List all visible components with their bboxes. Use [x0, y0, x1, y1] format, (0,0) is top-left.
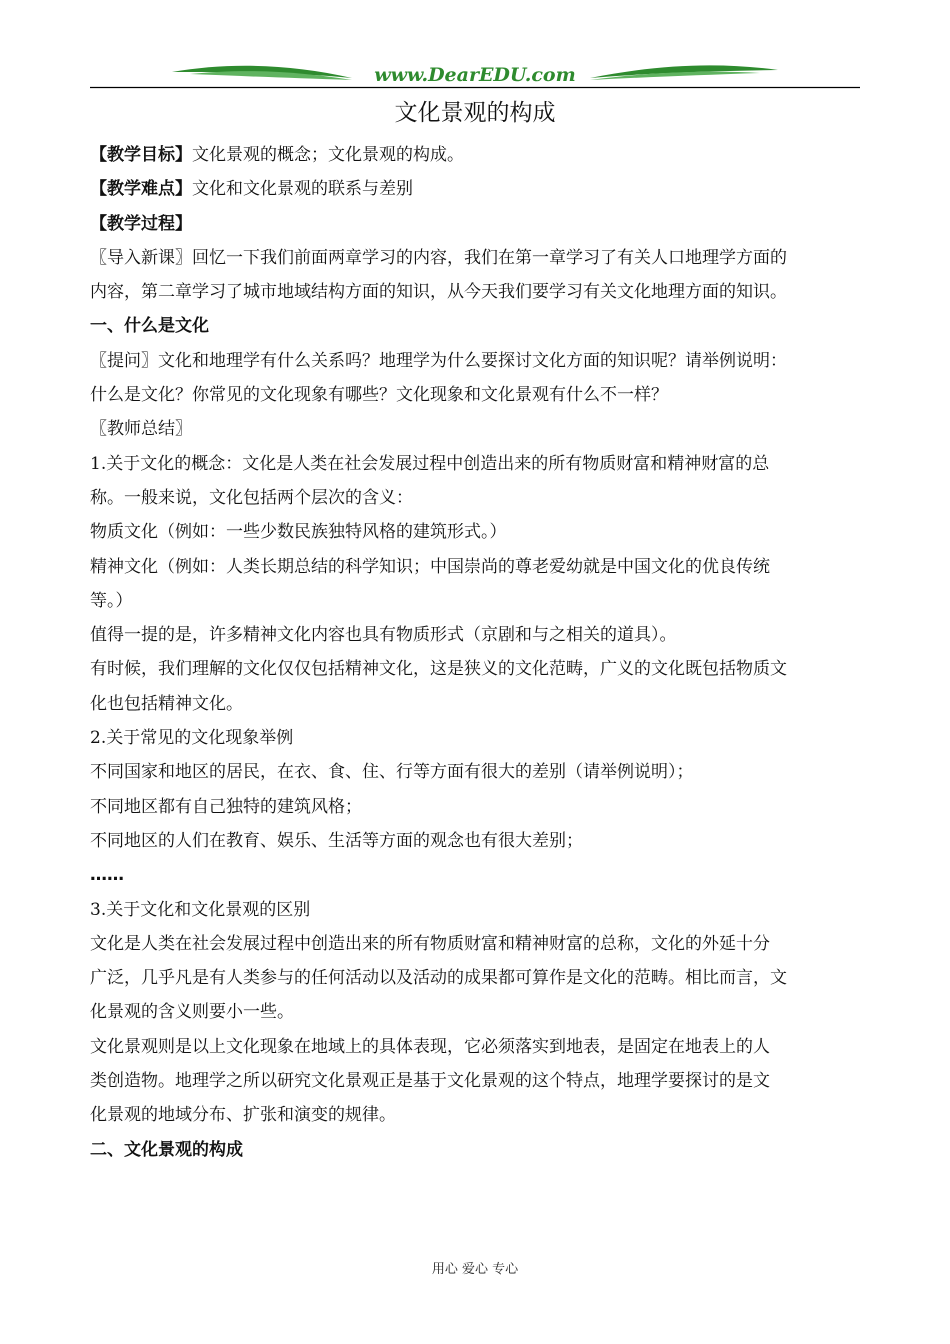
- paragraph-line: [90, 961, 860, 995]
- paragraph-line: [90, 138, 860, 172]
- line-text: 文化景观则是以上文化现象在地域上的具体表现，它必须落实到地表，是固定在地表上的人: [90, 1036, 770, 1057]
- paragraph-line: [90, 652, 860, 686]
- line-text: 有时候，我们理解的文化仅仅包括精神文化，这是狭义的文化范畴，广义的文化既包括物质文: [90, 659, 787, 680]
- paragraph-line: [90, 481, 860, 515]
- right-swoosh-icon: [590, 65, 778, 78]
- line-bold: ……: [90, 865, 124, 886]
- line-text: 〖教师总结〗: [90, 419, 192, 440]
- paragraph-line: [90, 687, 860, 721]
- line-text: 不同地区的人们在教育、娱乐、生活等方面的观念也有很大差别；: [90, 830, 583, 851]
- line-bold: 【教学难点】: [90, 179, 192, 200]
- line-text: 物质文化（例如：一些少数民族独特风格的建筑形式。）: [90, 522, 507, 543]
- paragraph-line: [90, 447, 860, 481]
- line-text: 3.关于文化和文化景观的区别: [90, 899, 311, 920]
- line-text: 化也包括精神文化。: [90, 693, 243, 714]
- paragraph-line: [90, 824, 860, 858]
- ellipsis-line: [90, 858, 860, 892]
- page-title: 文化景观的构成: [394, 100, 556, 126]
- paragraph-line: [90, 584, 860, 618]
- line-text: 1.关于文化的概念：文化是人类在社会发展过程中创造出来的所有物质财富和精神财富的总: [90, 453, 770, 474]
- line-text: 精神文化（例如：人类长期总结的科学知识；中国崇尚的尊老爱幼就是中国文化的优良传统: [90, 556, 770, 577]
- paragraph-line: [90, 721, 860, 755]
- line-text: 值得一提的是，许多精神文化内容也具有物质形式（京剧和与之相关的道具）。: [90, 625, 677, 646]
- line-text: 文化景观的概念；文化景观的构成。: [192, 145, 464, 165]
- paragraph-line: [90, 378, 860, 412]
- line-text: 文化和文化景观的联系与差别: [192, 179, 413, 200]
- line-text: 不同地区都有自己独特的建筑风格；: [90, 796, 362, 817]
- paragraph-line: [90, 1098, 860, 1132]
- paragraph-line: [90, 995, 860, 1029]
- paragraph-line: [90, 618, 860, 652]
- line-bold: 【教学目标】: [90, 145, 192, 165]
- line-text: 什么是文化？你常见的文化现象有哪些？文化现象和文化景观有什么不一样？: [90, 385, 668, 406]
- site-header: [90, 58, 860, 90]
- paragraph-line: [90, 893, 860, 927]
- line-text: 化景观的地域分布、扩张和演变的规律。: [90, 1105, 396, 1126]
- section-heading: [90, 1133, 860, 1167]
- section-heading: [90, 309, 860, 343]
- line-text: 化景观的含义则要小一些。: [90, 1002, 294, 1023]
- paragraph-line: [90, 344, 860, 378]
- line-text: 文化是人类在社会发展过程中创造出来的所有物质财富和精神财富的总称，文化的外延十分: [90, 933, 770, 954]
- paragraph-line: [90, 207, 860, 241]
- line-text: 不同国家和地区的居民，在衣、食、住、行等方面有很大的差别（请举例说明）；: [90, 762, 694, 783]
- paragraph-line: [90, 1030, 860, 1064]
- paragraph-line: [90, 412, 860, 446]
- paragraph-line: [90, 1064, 860, 1098]
- line-text: 内容，第二章学习了城市地域结构方面的知识，从今天我们要学习有关文化地理方面的知识。: [90, 282, 787, 303]
- paragraph-line: [90, 550, 860, 584]
- paragraph-line: [90, 241, 860, 275]
- paragraph-line: [90, 515, 860, 549]
- header-logo-banner: [90, 58, 860, 90]
- line-text: 称。一般来说，文化包括两个层次的含义：: [90, 487, 413, 508]
- page-footer: 用心 爱心 专心: [431, 1262, 519, 1277]
- line-bold: 二、文化景观的构成: [90, 1139, 243, 1160]
- site-logo-text: www.DearEDU.com: [374, 64, 576, 86]
- line-text: 2.关于常见的文化现象举例: [90, 728, 294, 749]
- line-text: 等。）: [90, 590, 133, 611]
- line-text: 〖导入新课〗回忆一下我们前面两章学习的内容，我们在第一章学习了有关人口地理学方面的: [90, 247, 787, 268]
- paragraph-line: [90, 755, 860, 789]
- line-text: 〖提问〗文化和地理学有什么关系吗？地理学为什么要探讨文化方面的知识呢？请举例说明：: [90, 350, 787, 371]
- line-bold: 【教学过程】: [90, 213, 192, 234]
- line-text: 广泛，几乎凡是有人类参与的任何活动以及活动的成果都可算作是文化的范畴。相比而言，文: [90, 968, 787, 989]
- paragraph-line: [90, 790, 860, 824]
- line-text: 类创造物。地理学之所以研究文化景观正是基于文化景观的这个特点，地理学要探讨的是文: [90, 1071, 770, 1092]
- paragraph-line: [90, 927, 860, 961]
- document-body: [90, 138, 860, 1167]
- line-bold: 一、什么是文化: [90, 316, 209, 337]
- paragraph-line: [90, 275, 860, 309]
- paragraph-line: [90, 172, 860, 206]
